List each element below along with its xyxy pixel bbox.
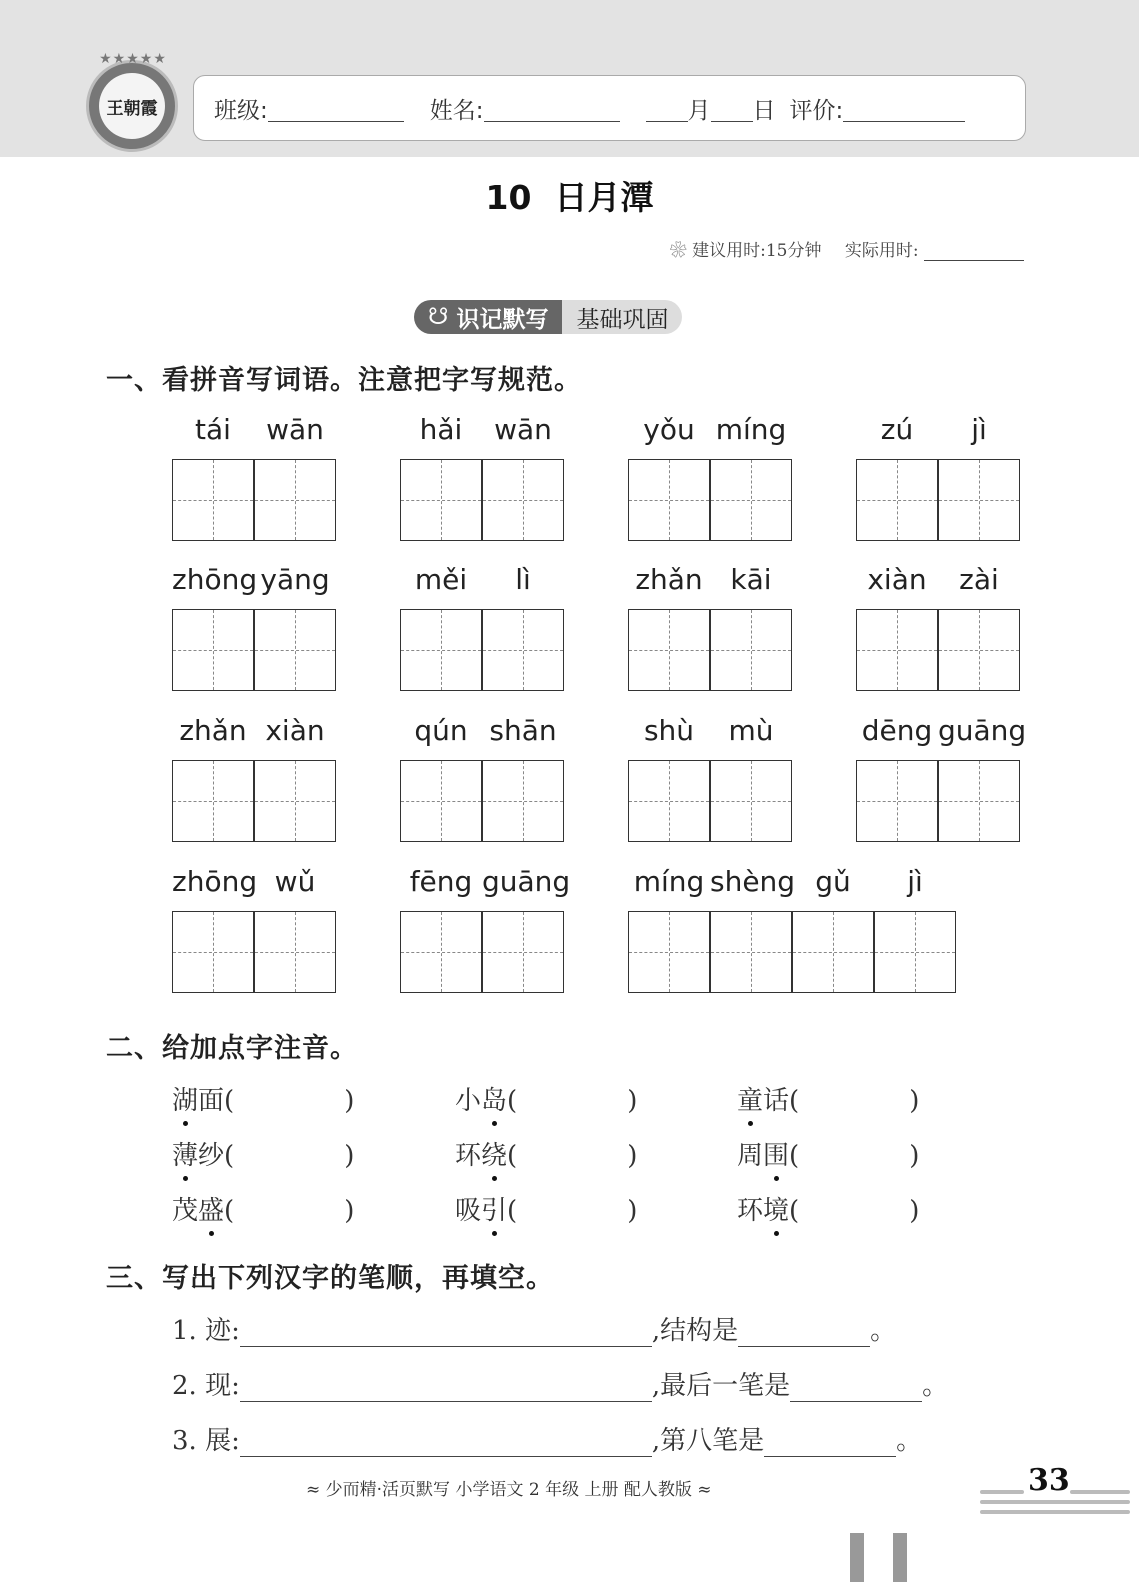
item-char: 薄 [172, 1141, 199, 1171]
item-char: 环 [455, 1141, 482, 1171]
item-char: 茂 [172, 1196, 199, 1226]
close-paren: ) [909, 1141, 920, 1171]
answer-field[interactable] [790, 1371, 922, 1402]
item-char: 引 [481, 1196, 508, 1226]
close-paren: ) [344, 1086, 355, 1116]
binding-mark [850, 1533, 864, 1582]
item-char: 纱 [198, 1141, 225, 1171]
name-field[interactable] [484, 95, 620, 122]
pinyin: yǒu [643, 413, 695, 446]
medal-icon: ☋ [428, 304, 449, 330]
pinyin: hǎi [419, 413, 463, 446]
stroke-order-field[interactable] [240, 1371, 652, 1402]
open-paren: ( [224, 1196, 235, 1226]
pinyin: zú [880, 413, 914, 446]
writing-square[interactable] [856, 609, 938, 691]
pinyin: jì [971, 413, 987, 446]
writing-square[interactable] [856, 760, 938, 842]
phonetic-item [737, 1135, 919, 1172]
pinyin: xiàn [867, 563, 927, 596]
item-char: 吸 [455, 1196, 482, 1226]
class-label: 班级: [214, 97, 268, 124]
word-box-group[interactable] [628, 459, 792, 541]
writing-square[interactable] [482, 760, 564, 842]
logo-text: 王朝霞 [99, 73, 165, 139]
item-char: 环 [737, 1196, 764, 1226]
writing-square[interactable] [172, 609, 254, 691]
pinyin: gǔ [815, 865, 851, 898]
writing-square[interactable] [938, 609, 1020, 691]
line-end: 。 [896, 1426, 923, 1456]
pinyin: shù [643, 714, 695, 747]
phonetic-item [737, 1080, 919, 1117]
class-field[interactable] [268, 95, 404, 122]
stroke-line [172, 1310, 896, 1347]
open-paren: ( [507, 1141, 518, 1171]
writing-square[interactable] [482, 609, 564, 691]
phonetic-item [172, 1190, 354, 1227]
section-badge [414, 300, 682, 334]
pinyin: dēng [861, 714, 933, 747]
item-char: 话 [763, 1086, 790, 1116]
pinyin: zài [959, 563, 999, 596]
phonetic-item [455, 1135, 637, 1172]
open-paren: ( [507, 1086, 518, 1116]
pinyin: fēng [409, 865, 473, 898]
word-box-group[interactable] [172, 760, 336, 842]
close-paren: ) [627, 1196, 638, 1226]
word-box-group[interactable] [628, 911, 956, 993]
answer-field[interactable] [738, 1316, 870, 1347]
pinyin: shèng [710, 865, 796, 898]
writing-square[interactable] [710, 459, 792, 541]
word-box-group[interactable] [400, 911, 564, 993]
phonetic-item [455, 1080, 637, 1117]
pinyin: wǔ [274, 865, 316, 898]
line-mid: ,结构是 [651, 1316, 739, 1346]
writing-square[interactable] [856, 459, 938, 541]
pinyin: guāng [482, 865, 571, 898]
open-paren: ( [789, 1196, 800, 1226]
writing-square[interactable] [254, 459, 336, 541]
section2-heading: 二、给加点字注音。 [106, 1033, 358, 1064]
writing-square[interactable] [628, 609, 710, 691]
close-paren: ) [344, 1141, 355, 1171]
stroke-order-field[interactable] [240, 1426, 652, 1457]
rating-label: 评价: [789, 97, 844, 124]
close-paren: ) [344, 1196, 355, 1226]
section1-heading: 一、看拼音写词语。注意把字写规范。 [106, 365, 582, 396]
badge-right: 基础巩固 [562, 300, 682, 334]
word-box-group[interactable] [628, 609, 792, 691]
line-end: 。 [922, 1371, 949, 1401]
stroke-line [172, 1420, 922, 1457]
student-info-box [193, 75, 1026, 141]
writing-square[interactable] [792, 911, 874, 993]
footer-text: ≈ 少而精·活页默写 小学语文 2 年级 上册 配人教版 ≈ [306, 1480, 712, 1500]
item-char: 围 [763, 1141, 790, 1171]
pinyin: yāng [260, 563, 330, 596]
pinyin: tái [195, 413, 231, 446]
pinyin: jì [907, 865, 923, 898]
word-box-group[interactable] [856, 760, 1020, 842]
pinyin: zhǎn [179, 714, 247, 747]
phonetic-item [737, 1190, 919, 1227]
writing-square[interactable] [172, 459, 254, 541]
writing-square[interactable] [254, 911, 336, 993]
word-box-group[interactable] [400, 609, 564, 691]
stroke-line [172, 1365, 948, 1402]
close-paren: ) [909, 1086, 920, 1116]
day-label: 日 [752, 97, 776, 124]
item-char: 湖 [172, 1086, 199, 1116]
item-char: 境 [763, 1196, 790, 1226]
page-number: 33 [1028, 1463, 1070, 1498]
writing-square[interactable] [482, 911, 564, 993]
open-paren: ( [224, 1086, 235, 1116]
item-char: 面 [198, 1086, 225, 1116]
close-paren: ) [627, 1141, 638, 1171]
page-title: 10 日月潭 [485, 178, 654, 217]
writing-square[interactable] [874, 911, 956, 993]
line-label: 3. 展: [172, 1426, 240, 1456]
word-box-group[interactable] [856, 609, 1020, 691]
pinyin: míng [633, 865, 705, 898]
section3-heading: 三、写出下列汉字的笔顺，再填空。 [106, 1263, 554, 1294]
line-label: 2. 现: [172, 1371, 240, 1401]
writing-square[interactable] [400, 760, 482, 842]
item-char: 岛 [481, 1086, 508, 1116]
open-paren: ( [507, 1196, 518, 1226]
pinyin: míng [715, 413, 787, 446]
writing-square[interactable] [710, 609, 792, 691]
writing-square[interactable] [628, 760, 710, 842]
item-char: 绕 [481, 1141, 508, 1171]
month-label: 月 [687, 97, 711, 124]
writing-square[interactable] [254, 609, 336, 691]
writing-square[interactable] [938, 760, 1020, 842]
time-info [670, 236, 1024, 261]
writing-square[interactable] [482, 459, 564, 541]
line-mid: ,第八笔是 [651, 1426, 765, 1456]
pinyin: wān [266, 413, 324, 446]
word-box-group[interactable] [856, 459, 1020, 541]
close-paren: ) [909, 1196, 920, 1226]
pinyin: lì [515, 563, 531, 596]
writing-square[interactable] [710, 911, 792, 993]
writing-square[interactable] [172, 760, 254, 842]
pinyin: zhōng [172, 865, 258, 898]
item-char: 小 [455, 1086, 482, 1116]
logo [86, 51, 178, 152]
writing-square[interactable] [172, 911, 254, 993]
pinyin: wān [494, 413, 552, 446]
word-box-group[interactable] [400, 459, 564, 541]
phonetic-item [172, 1135, 354, 1172]
actual-time-label: 实际用时: [844, 241, 919, 261]
badge-left: 识记默写 [456, 306, 549, 333]
pinyin: mù [728, 714, 774, 747]
binding-mark [893, 1533, 907, 1582]
writing-square[interactable] [254, 760, 336, 842]
phonetic-item [172, 1080, 354, 1117]
pinyin: qún [414, 714, 468, 747]
actual-time-field[interactable] [924, 242, 1024, 261]
item-char: 童 [737, 1086, 764, 1116]
pinyin: zhǎn [635, 563, 703, 596]
rating-field[interactable] [843, 95, 965, 122]
month-field[interactable] [646, 95, 688, 122]
pinyin: zhōng [172, 563, 258, 596]
word-box-group[interactable] [172, 459, 336, 541]
writing-square[interactable] [628, 911, 710, 993]
line-end: 。 [870, 1316, 897, 1346]
stroke-order-field[interactable] [240, 1316, 652, 1347]
pinyin: shān [489, 714, 557, 747]
pinyin: xiàn [265, 714, 325, 747]
pinyin: guāng [938, 714, 1027, 747]
pinyin: kāi [730, 563, 772, 596]
open-paren: ( [224, 1141, 235, 1171]
item-char: 周 [737, 1141, 764, 1171]
day-field[interactable] [711, 95, 753, 122]
star-icon: ★★★★★ [99, 51, 167, 67]
word-box-group[interactable] [172, 911, 336, 993]
line-label: 1. 迹: [172, 1316, 240, 1346]
word-box-group[interactable] [628, 760, 792, 842]
pinyin: měi [414, 563, 468, 596]
writing-square[interactable] [628, 459, 710, 541]
writing-square[interactable] [400, 609, 482, 691]
open-paren: ( [789, 1141, 800, 1171]
phonetic-item [455, 1190, 637, 1227]
close-paren: ) [627, 1086, 638, 1116]
word-box-group[interactable] [400, 760, 564, 842]
open-paren: ( [789, 1086, 800, 1116]
clock-icon: ❀ [669, 241, 687, 261]
writing-square[interactable] [400, 911, 482, 993]
writing-square[interactable] [938, 459, 1020, 541]
name-label: 姓名: [429, 97, 484, 124]
writing-square[interactable] [710, 760, 792, 842]
answer-field[interactable] [764, 1426, 896, 1457]
line-mid: ,最后一笔是 [651, 1371, 791, 1401]
suggested-time: 建议用时:15分钟 [692, 241, 822, 261]
writing-square[interactable] [400, 459, 482, 541]
word-box-group[interactable] [172, 609, 336, 691]
item-char: 盛 [198, 1196, 225, 1226]
